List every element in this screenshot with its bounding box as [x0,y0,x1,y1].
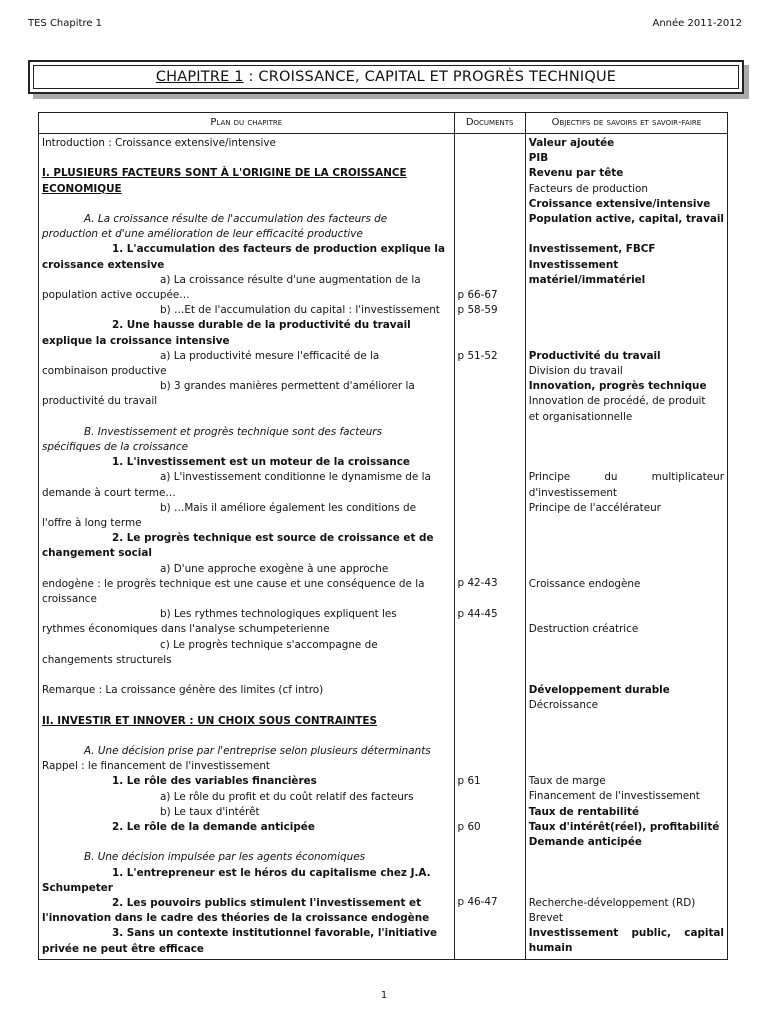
plan-line: a) La croissance résulte d'une augmentation de la [160,273,421,286]
document-ref [458,333,522,348]
plan-line: croissance extensive [42,258,165,271]
document-ref: p 58-59 [457,304,498,317]
objective-item: Taux de marge [528,775,606,788]
plan-line: 2. Le progrès technique est source de croissance et de [112,532,434,545]
plan-line: I. PLUSIEURS FACTEURS SONT À L'ORIGINE DE LA CROISSANCE [42,167,407,180]
plan-line: 1. L'entrepreneur est le héros du capitalisme chez J.A. [112,866,431,879]
objective-item: Destruction créatrice [528,623,639,636]
document-ref [458,698,522,713]
document-ref [458,151,522,166]
chapter-title-box [28,60,744,94]
objective-item: Population active, capital, travail [528,213,724,226]
objective-item: Taux de rentabilité [528,805,640,818]
document-ref: p 44-45 [457,607,498,620]
plan-line [42,729,451,744]
document-ref [458,835,522,850]
document-ref [458,592,522,607]
plan-line: Remarque : La croissance génère des limites (cf intro) [42,684,324,697]
plan-line: 2. Les pouvoirs publics stimulent l'investissement et [112,897,422,910]
objective-item [529,729,724,744]
document-ref [458,865,522,880]
plan-line: B. Une décision impulsée par les agents économiques [84,851,365,864]
plan-line: endogène : le progrès technique est une cause et une conséquence de la [42,577,425,590]
objective-item [529,288,724,303]
plan-line: 1. L'investissement est un moteur de la croissance [112,456,410,469]
objective-item [529,562,724,577]
objective-item: Croissance endogène [528,577,641,590]
document-ref [458,804,522,819]
document-ref [458,166,522,181]
objective-item: Principe du multiplicateur [528,471,724,484]
plan-column [39,134,455,960]
chapter-number: CHAPITRE 1 [155,69,244,85]
plan-line: b) 3 grandes manières permettent d'améliorer la [160,380,415,393]
objective-item [529,440,724,455]
document-ref [458,789,522,804]
document-ref [458,440,522,455]
document-ref: p 46-47 [457,896,498,909]
plan-line: b) …Mais il améliore également les conditions de [160,501,416,514]
plan-line: b) Le taux d'intérêt [160,805,260,818]
objective-item [529,546,724,561]
objective-item [529,759,724,774]
objective-item: Recherche-développement (RD) [528,896,696,909]
header-school-year: Année 2011-2012 [652,18,742,29]
header-objectives: Objectifs de savoirs et savoir-faire [525,113,727,134]
document-ref [458,637,522,652]
document-ref [458,713,522,728]
plan-line [42,197,451,212]
objective-item [529,653,724,668]
objective-item [529,303,724,318]
chapter-title [33,65,739,89]
document-ref [458,425,522,440]
objective-item: Brevet [528,911,563,924]
objective-item [529,318,724,333]
plan-line [42,410,451,425]
plan-line: 1. Le rôle des variables financières [112,775,317,788]
header-documents: Documents [454,113,525,134]
document-ref [458,501,522,516]
objective-item [529,425,724,440]
document-ref [458,652,522,667]
plan-line: combinaison productive [42,365,167,378]
document-ref [458,485,522,500]
plan-line: changements structurels [42,653,172,666]
plan-line [42,668,451,683]
objective-item: Décroissance [528,699,599,712]
plan-line: l'offre à long terme [42,517,142,530]
objective-item [529,334,724,349]
document-ref [458,227,522,242]
plan-line: B. Investissement et progrès technique sont des facteurs [84,425,382,438]
chapter-title-text: : CROISSANCE, CAPITAL ET PROGRÈS TECHNIQUE [243,69,617,85]
document-ref [458,880,522,895]
plan-line: spécifiques de la croissance [42,441,188,454]
plan-line: a) La productivité mesure l'efficacité de la [160,349,380,362]
document-ref [458,182,522,197]
document-ref [458,622,522,637]
objective-item: matériel/immatériel [528,273,646,286]
header-course-label: TES Chapitre 1 [28,18,103,29]
plan-line: productivité du travail [42,395,158,408]
objective-item [529,637,724,652]
document-ref [458,136,522,151]
document-ref [458,212,522,227]
plan-line [42,698,451,713]
document-ref: p 51-52 [457,349,498,362]
plan-line: 1. L'accumulation des facteurs de production explique la [112,243,445,256]
plan-line: b) Les rythmes technologiques expliquent les [160,608,397,621]
plan-line: rythmes économiques dans l'analyse schumpeterienne [42,623,330,636]
objective-item [529,713,724,728]
objective-item [529,881,724,896]
document-ref [458,197,522,212]
document-ref [458,516,522,531]
objective-item [529,668,724,683]
plan-line: a) L'investissement conditionne le dynamisme de la [160,471,431,484]
objective-item [529,531,724,546]
objective-item: Valeur ajoutée [528,137,615,149]
plan-line: production et d'une amélioration de leur efficacité productive [42,228,363,241]
objective-item [529,865,724,880]
objective-item: Financement de l'investissement [528,790,700,803]
objective-item [529,227,724,242]
objective-item [529,850,724,865]
plan-line: population active occupée… [42,289,190,301]
document-ref [458,273,522,288]
documents-column [454,134,525,960]
plan-line [42,151,451,166]
objective-item: et organisationnelle [528,410,633,423]
table-header-row [39,113,728,134]
document-ref: p 42-43 [457,577,498,590]
objective-item [529,744,724,759]
document-ref [458,683,522,698]
plan-line: croissance [42,593,97,606]
document-ref [458,258,522,273]
plan-line: Rappel : le financement de l'investissement [42,760,271,773]
objective-item: PIB [528,152,549,165]
objective-item [529,516,724,531]
document-ref [458,379,522,394]
document-ref [458,470,522,485]
plan-line: 3. Sans un contexte institutionnel favorable, l'initiative [112,927,438,940]
plan-line: II. INVESTIR ET INNOVER : UN CHOIX SOUS CONTRAINTES [42,714,377,727]
plan-line: A. Une décision prise par l'entreprise selon plusieurs déterminants [84,745,431,758]
objective-item [529,607,724,622]
plan-line: Introduction : Croissance extensive/intensive [42,137,276,149]
document-ref [458,850,522,865]
objective-item: Taux d'intérêt(réel), profitabilité [528,820,720,833]
document-ref [458,394,522,409]
document-ref [458,364,522,379]
objectives-column [525,134,727,960]
plan-line [42,835,451,850]
document-ref [458,728,522,743]
plan-line: b) …Et de l'accumulation du capital : l'investissement [160,304,440,317]
objective-item: humain [528,942,573,955]
objective-item: Division du travail [528,364,623,377]
document-ref [458,409,522,424]
plan-line: changement social [42,547,152,560]
document-ref: p 61 [457,774,481,787]
document-ref [458,546,522,561]
document-ref [458,561,522,576]
objective-item [529,592,724,607]
document-ref [458,668,522,683]
plan-line: 2. Le rôle de la demande anticipée [112,821,315,834]
document-ref [458,455,522,470]
objective-item: Innovation, progrès technique [528,380,707,393]
objective-item: Investissement [528,258,619,271]
plan-line: A. La croissance résulte de l'accumulation des facteurs de [84,212,388,225]
document-ref: p 60 [457,820,481,833]
document-ref [458,318,522,333]
objective-item: Croissance extensive/intensive [528,197,711,210]
plan-line: explique la croissance intensive [42,334,230,347]
objective-item: Investissement public, capital [528,927,724,940]
objective-item: Principe de l'accélérateur [528,501,661,514]
plan-line: a) D'une approche exogène à une approche [160,562,389,575]
objective-item: Revenu par tête [528,167,624,180]
plan-line: ECONOMIQUE [42,182,122,195]
objective-item: Demande anticipée [528,836,642,849]
document-ref [458,242,522,257]
plan-line: privée ne peut être efficace [42,942,204,955]
objective-item [529,455,724,470]
objective-item: d'investissement [528,486,617,499]
objective-item: Facteurs de production [528,182,648,195]
chapter-plan-table [38,112,728,960]
page-number: 1 [380,990,388,1001]
document-ref [458,531,522,546]
objective-item: Productivité du travail [528,349,661,362]
plan-line: 2. Une hausse durable de la productivité du travail [112,319,411,332]
plan-line: c) Le progrès technique s'accompagne de [160,638,378,651]
document-ref [458,759,522,774]
table-body-row [39,134,728,960]
objective-item: Développement durable [528,684,670,697]
plan-line: l'innovation dans le cadre des théories de la croissance endogène [42,912,430,925]
objective-item: Investissement, FBCF [528,243,656,256]
objective-item: Innovation de procédé, de produit [528,395,706,408]
plan-line: demande à court terme… [42,486,176,499]
plan-line: a) Le rôle du profit et du coût relatif des facteurs [160,790,414,803]
header-plan: Plan du chapitre [39,113,455,134]
document-ref [458,744,522,759]
document-ref: p 66-67 [457,288,498,301]
plan-line: Schumpeter [42,881,113,894]
